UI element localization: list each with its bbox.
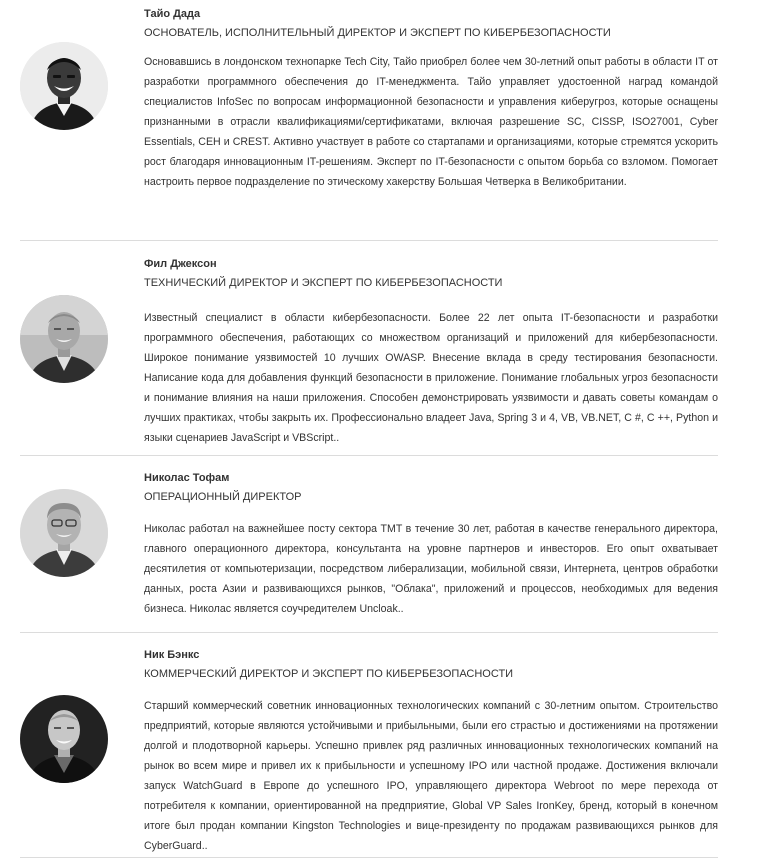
avatar xyxy=(20,295,108,383)
avatar xyxy=(20,42,108,130)
member-role: ТЕХНИЧЕСКИЙ ДИРЕКТОР И ЭКСПЕРТ ПО КИБЕРБЕЗОПАСНОСТИ xyxy=(144,277,503,289)
member-role: ОСНОВАТЕЛЬ, ИСПОЛНИТЕЛЬНЫЙ ДИРЕКТОР И ЭКСПЕРТ ПО КИБЕРБЕЗОПАСНОСТИ xyxy=(144,27,611,39)
member-bio: Основавшись в лондонском технопарке Tech City, Тайо приобрел более чем 30-летний опыт работы в области IT от разработки программного обеспечения до IT-менеджмента. Тайо управляет удостоенной наград командой специалистов InfoSec по вопросам информационной безопасности и управления киберугроз, которые оснащены признанными в отрасли квалификациями/сертификатами, включая разрешение SC, CISSP, ISO27001, Cyber Essentials, CEH и CREST. Активно участвует в работе со стартапами и организациями, которые стремятся ускорить рост благодаря инновационным IT-решениям. Эксперт по IT-безопасности с опытом борьба со взломом. Помогает настроить первое подразделение по этическому хакерству Большая Четверка в Великобритании. xyxy=(144,56,718,188)
portrait-photo xyxy=(20,42,108,130)
member-name: Фил Джексон xyxy=(144,258,217,270)
avatar xyxy=(20,489,108,577)
member-bio: Николас работал на важнейшее посту сектора TMT в течение 30 лет, работая в качестве генерального директора, главного операционного директора, консультанта на уровне партнеров и инвесторов. Его опыт охватывает десятилетия от компьютеризации, посредством либерализации, мобильной связи, Интернета, центров обработки данных, роста Азии и развивающихся рынков, "Облака", приложений и процессов, необходимых для ведения бизнеса. Николас является соучредителем Uncloak.. xyxy=(144,523,718,615)
member-bio: Известный специалист в области кибербезопасности. Более 22 лет опыта IT-безопасности и разработки программного обеспечения, работающих со множеством организаций и приложений для кибербезопасности. Широкое понимание уязвимостей 10 лучших OWASP. Внесение вклада в среду тестирования безопасности. Написание кода для добавления функций безопасности в приложение. Понимание глобальных угроз безопасности и понимание влияния на наши приложения. Способен демонстрировать уязвимости и давать советы командам о лучших практиках, чтобы закрыть их. Профессионально владеет Java, Spring 3 и 4, VB, VB.NET, C #, C ++, Python и языки сценариев JavaScript и VBScript.. xyxy=(144,312,718,444)
avatar xyxy=(20,695,108,783)
divider xyxy=(20,632,718,633)
divider xyxy=(20,857,718,858)
divider xyxy=(20,240,718,241)
member-name: Тайо Дада xyxy=(144,8,201,20)
member-role: ОПЕРАЦИОННЫЙ ДИРЕКТОР xyxy=(144,491,302,503)
portrait-photo xyxy=(20,695,108,783)
member-name: Николас Тофам xyxy=(144,472,230,484)
portrait-photo xyxy=(20,295,108,383)
member-name: Ник Бэнкс xyxy=(144,649,200,661)
portrait-photo xyxy=(20,489,108,577)
divider xyxy=(20,455,718,456)
member-role: КОММЕРЧЕСКИЙ ДИРЕКТОР И ЭКСПЕРТ ПО КИБЕРБЕЗОПАСНОСТИ xyxy=(144,668,514,680)
member-bio: Старший коммерческий советник инновационных технологических компаний с 30-летним опытом. Строительство предприятий, которые являются устойчивыми и прибыльными, были его страстью и достижениями на протяжении долгой и плодотворной карьеры. Успешно привлек ряд различных инновационных технологических компаний на рынок во всем мире и привел их к прибыльности и успешному IPO или частной продаже. Достижения включали запуск WatchGuard в Европе до успешного IPO, управляющего директора Webroot по мере перехода от потребителя к компании, ориентированной на предприятие, Global VP Sales IronKey, бренд, который в конечном итоге был продан компании Kingston Technologies и вице-президенту по продажам развивающихся рынков для CyberGuard.. xyxy=(144,700,718,852)
